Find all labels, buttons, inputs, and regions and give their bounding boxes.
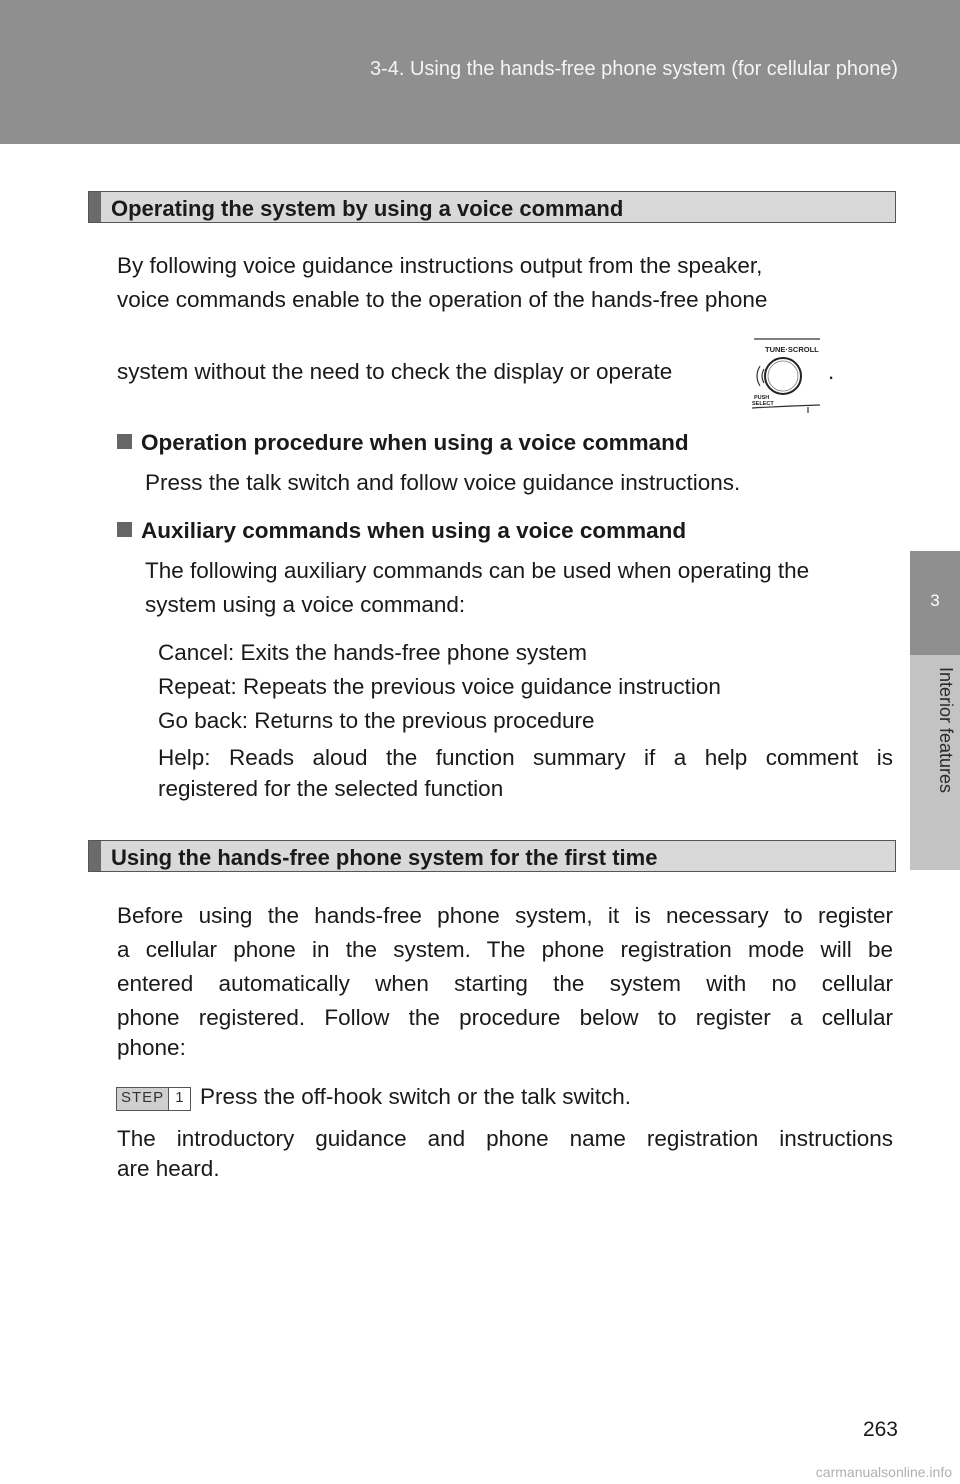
intro-text-2: voice commands enable to the operation of the hands-free phone [117, 287, 768, 312]
first-time-text-3: entered automatically when starting the system with no cellular [117, 971, 893, 996]
subheading-text: Operation procedure when using a voice command [141, 430, 689, 455]
result-text-1: The introductory guidance and phone name registration instructions [117, 1126, 893, 1151]
auxiliary-body-line-2: system using a voice command: [145, 592, 466, 617]
section-heading-voice-command [88, 191, 896, 223]
operation-procedure-body: Press the talk switch and follow voice guidance instructions. [145, 470, 741, 495]
square-bullet-icon [117, 434, 132, 449]
command-cancel: Cancel: Exits the hands-free phone system [158, 640, 587, 665]
chapter-tab[interactable] [910, 551, 960, 655]
subheading-auxiliary-commands [117, 518, 686, 544]
first-time-line-1 [117, 899, 893, 933]
page-number: 263 [862, 1418, 898, 1441]
result-line-2: are heard. [117, 1156, 220, 1181]
intro-line-3 [117, 359, 672, 385]
chapter-number: 3 [930, 591, 940, 610]
tune-scroll-knob-icon [748, 338, 822, 414]
first-time-text-2: a cellular phone in the system. The phone registration mode will be [117, 937, 893, 962]
header-title: 3-4. Using the hands-free phone system (for cellular phone) [369, 58, 898, 80]
first-time-line-5: phone: [117, 1035, 186, 1060]
knob-top-label: TUNE·SCROLL [765, 345, 819, 354]
intro-text-1: By following voice guidance instructions output from the speaker, [117, 253, 763, 278]
chapter-label-tab [910, 655, 960, 870]
command-help-line-1 [158, 741, 893, 775]
subheading-text: Auxiliary commands when using a voice command [141, 518, 687, 543]
knob-push-label: PUSH [754, 395, 770, 401]
square-bullet-icon [117, 522, 132, 537]
command-help-line-2: registered for the selected function [158, 776, 504, 801]
section-heading-first-time [88, 840, 896, 872]
command-help-text-1: Help: Reads aloud the function summary if a help comment is [158, 745, 893, 770]
intro-line-1 [117, 249, 893, 283]
auxiliary-body-line-1: The following auxiliary commands can be used when operating the [145, 558, 810, 583]
intro-text-3: system without the need to check the display or operate [117, 359, 673, 384]
first-time-line-3 [117, 967, 893, 1001]
intro-line-2 [117, 283, 893, 317]
first-time-line-4 [117, 1001, 893, 1035]
intro-line-3-end: . [828, 359, 835, 384]
first-time-text-1: Before using the hands-free phone system, it is necessary to register [117, 903, 893, 928]
step-1-text: Press the off-hook switch or the talk switch. [200, 1084, 632, 1109]
command-repeat: Repeat: Repeats the previous voice guidance instruction [158, 674, 721, 699]
section-heading-text: Operating the system by using a voice command [111, 196, 624, 221]
command-go-back: Go back: Returns to the previous procedure [158, 708, 595, 733]
chapter-label: Interior features [936, 667, 956, 794]
section-heading-text: Using the hands-free phone system for the first time [111, 845, 658, 870]
first-time-line-2 [117, 933, 893, 967]
step-number: 1 [175, 1089, 184, 1106]
knob-select-label: SELECT [752, 401, 774, 407]
result-line-1 [117, 1122, 893, 1156]
page-header [0, 0, 960, 144]
subheading-operation-procedure [117, 430, 689, 456]
step-badge [116, 1087, 191, 1111]
step-label: STEP [117, 1088, 169, 1110]
first-time-text-4: phone registered. Follow the procedure below to register a cellular [117, 1005, 893, 1030]
watermark[interactable]: carmanualsonline.info [815, 1464, 952, 1480]
